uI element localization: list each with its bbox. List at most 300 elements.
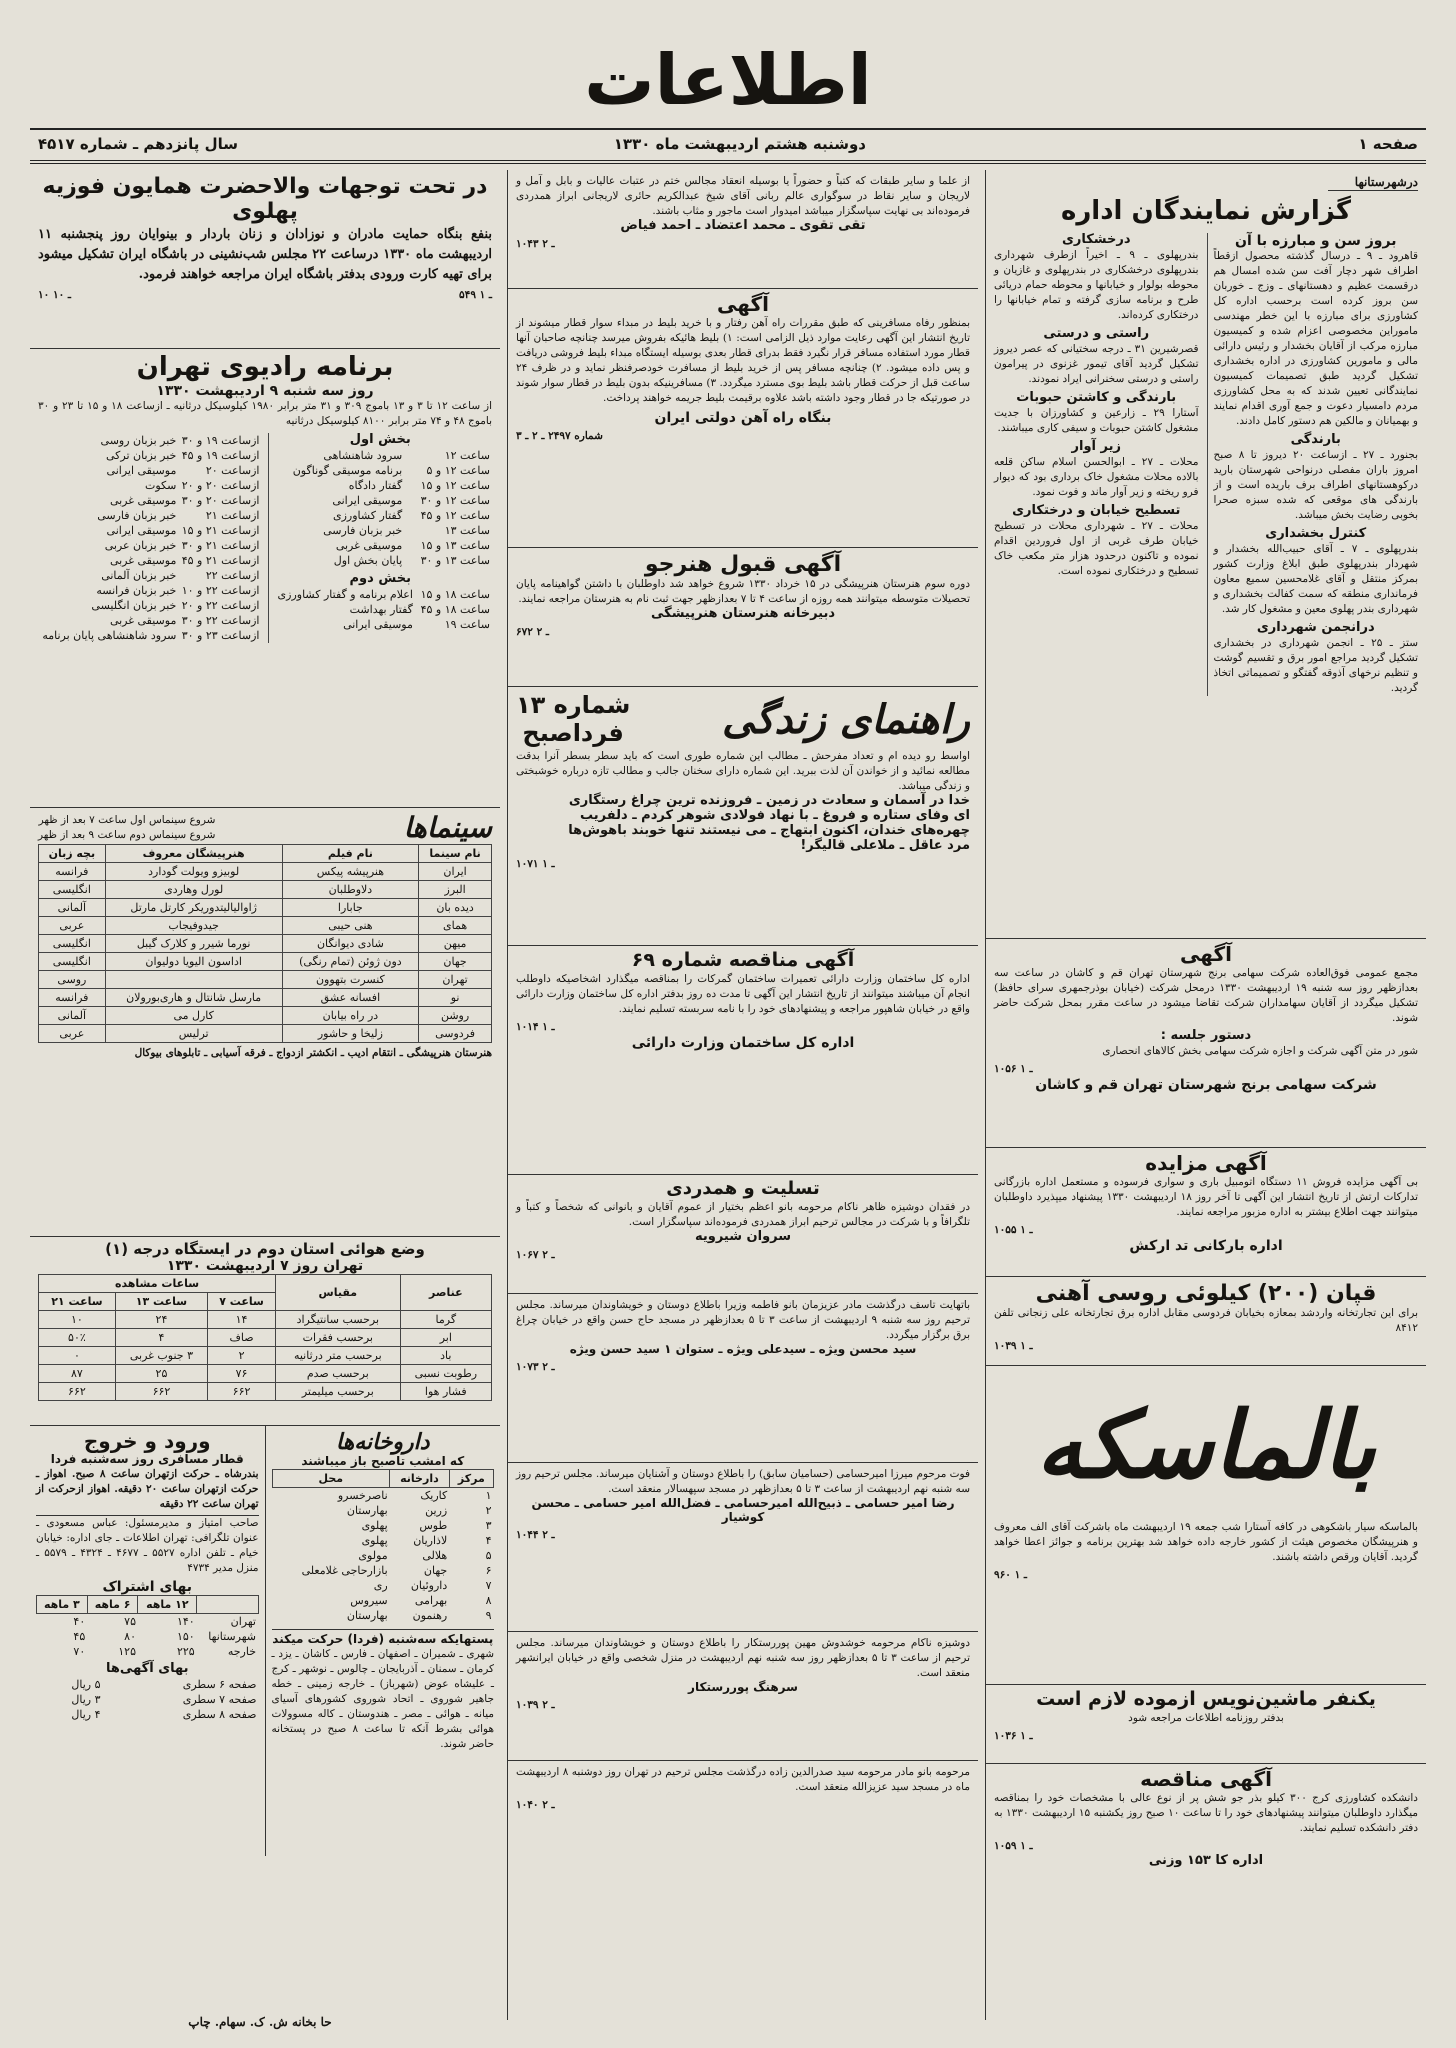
ad-text: اداره کل ساختمان وزارت دارائی تعمیرات ساختمان گمرکات را بمناقصه میگذارد اشخاصیکه داوطلب انجام آن میباشند میتوانند از تاریخ انتشار این آگهی تا مدت ده روز بدفتر اداره کل ساختمان وزارت دارائی واقع در خیابان شاهپور مراجعه و پیشنهادهای خود را با نامه سربسته تسلیم نمایند. xyxy=(516,972,970,1015)
cinema-cell: کنسرت بتهوون xyxy=(282,971,419,989)
radio-cell: برنامه موسیقی گوناگون xyxy=(292,463,403,477)
weather-cell: ۲ xyxy=(208,1347,276,1365)
radio-cell: خبر بزبان ترکی xyxy=(106,448,177,462)
subcolumn-right xyxy=(1207,233,1419,696)
ad-reference: ۱۰۵۶ ـ ۱ xyxy=(994,1062,1033,1075)
radio-cell: ازساعت ۲۱ xyxy=(205,508,260,522)
pharmacy-cell: ۴ xyxy=(485,1534,492,1548)
ad-subheading: دستور جلسه : xyxy=(1160,1028,1252,1043)
cinema-cell: لورل وهاردی xyxy=(105,881,282,899)
radio-cell: ساعت ۱۸ و ۱۵ xyxy=(420,587,490,601)
issue-label: شماره ۱۳ xyxy=(516,691,631,720)
table-row xyxy=(269,587,493,602)
table-row xyxy=(269,478,493,493)
cinema-cell: فرانسه xyxy=(39,863,106,881)
cinema-cell: تهران xyxy=(419,971,492,989)
weather-cell: برحسب فقرات xyxy=(276,1329,401,1347)
notice-text: دوشیزه ناکام مرحومه خوشدوش مهین پوررستکار را باطلاع دوستان و خویشاوندان میرساند. مجلس ترحیم از ساعت ۳ تا ۵ بعدازظهر روز سه شنبه نهم اردیبهشت در منزل شخصی واقع در خیابان ایرانشهر منعقد است. xyxy=(516,1637,970,1679)
notice-reference: ۵۴۹ ـ ۱ xyxy=(459,288,492,301)
cinema-cell: فرانسه xyxy=(39,989,106,1007)
subheading: درخشکاری xyxy=(1061,231,1131,247)
pharmacy-cell: ناصرخسرو xyxy=(337,1489,388,1503)
pharmacy-cell: بهارستان xyxy=(346,1504,388,1518)
table-row xyxy=(38,478,262,493)
travel-and-subscription xyxy=(30,1426,265,1856)
issue-number: سال پانزدهم ـ شماره ۴۵۱۷ xyxy=(38,135,239,153)
table-row xyxy=(39,971,492,989)
radio-cell: ازساعت ۲۰ و ۳۰ xyxy=(181,493,260,507)
ads-price-cell: ۳ ریال xyxy=(71,1692,101,1706)
radio-title: برنامه رادیوی تهران xyxy=(136,352,394,382)
subscription-cell: ۸۰ xyxy=(124,1629,136,1643)
ad-signature: اداره کل ساختمان وزارت دارائی xyxy=(631,1034,855,1051)
table-row xyxy=(272,1503,494,1518)
radio-cell: سکوت xyxy=(145,478,177,492)
weather-cell: برحسب سانتیگراد xyxy=(276,1311,401,1329)
life-guide-header xyxy=(516,691,970,749)
column-header: مرکز xyxy=(449,1470,493,1488)
ad-title: آگهی xyxy=(1180,942,1232,966)
column-header xyxy=(197,1595,258,1613)
weather-date: تهران روز ۷ اردیبهشت ۱۳۳۰ xyxy=(166,1258,364,1275)
subscription-title: بهای اشتراک xyxy=(102,1578,193,1595)
weather-cell: برحسب صدم xyxy=(276,1365,401,1383)
table-row xyxy=(38,613,262,628)
pharmacy-cell: بازارحاجی غلامعلی xyxy=(301,1564,388,1578)
table-row xyxy=(38,628,262,643)
two-subcolumns xyxy=(994,233,1418,696)
publisher-info: صاحب امتیاز و مدیرمسئول: عباس مسعودی ـ عنوان تلگرافی: تهران اطلاعات ـ جای اداره: خیابان خیام ـ تلفن اداره ۵۵۲۷ ـ ۴۶۷۷ ـ ۴۳۲۴ ـ ۵۵۷۹ ـ منزل مدیر ۴۷۳۴ xyxy=(36,1516,259,1574)
ads-price-cell: صفحه ۷ سطری xyxy=(182,1692,257,1706)
radio-cell: ازساعت ۲۱ و ۱۵ xyxy=(181,523,260,537)
radio-program xyxy=(30,349,500,808)
table-row xyxy=(39,1383,492,1401)
radio-cell: موسیقی غربی xyxy=(335,538,403,552)
weather-cell: ۶۶۲ xyxy=(39,1383,116,1401)
cinema-cell: آلمانی xyxy=(39,1007,106,1025)
notice-reference: ۱۰۳۹ ـ ۲ xyxy=(516,1698,555,1711)
radio-cell: پایان بخش اول xyxy=(333,553,403,567)
cinema-cell: هنرپیشه پیکس xyxy=(282,863,419,881)
ad-text: دانشکده کشاورزی کرج ۳۰۰ کیلو بذر جو شش پر از نوع عالی با مشخصات خود را بمناقصه میگذارد داوطلبان میتوانند پیشنهادهای خود را تا ساعت ۱۰ صبح روز یکشنبه ۱۵ اردیبهشت ۱۳۳۰ به دفتر دانشکده تسلیم نمایند. xyxy=(994,1792,1418,1834)
ad-title: آگهی قبول هنرجو xyxy=(644,552,842,577)
table-row xyxy=(39,989,492,1007)
table-row xyxy=(272,1488,494,1504)
weather-header: ساعت ۲۱ xyxy=(39,1293,116,1311)
pharmacy-cell: هلالی xyxy=(422,1549,448,1563)
notice-signature: سروان شیرویه xyxy=(694,1228,792,1244)
pharmacy-cell: ری xyxy=(373,1579,388,1593)
column-header: نام سینما xyxy=(419,845,492,863)
radio-cell: ساعت ۱۲ و ۳۰ xyxy=(420,493,490,507)
ad-line: ای وفای ستاره و فروغ ـ با نهاد فولادی شوهر کردم ـ دلفریب xyxy=(580,807,970,823)
pharmacy-cell: ۶ xyxy=(485,1564,492,1578)
construction-tender-ad xyxy=(508,946,978,1175)
article-text: قاهرود ـ ۹ ـ درسال گذشته محصول ازقطاً اطراف شهر دچار آفت سن شده امسال هم درقسمت عظیم و دهستانهای ـ وزج ـ خوربان سن بروز کرده است برحسب اداره کل کشاورزی برای مبارزه با این خطر مهندسی ماموراین مخصوصی اعزام شده و کمیسیون مبارزه مرکب از آقایان بخشدار و رئیس دارائی مالی و مامورین کشاورزی در اداره بخشداری تشکیل گردید طبق تصمیمات کمیسیون نمایندگانی تعیین شدند که به محل کشاورزی مردم دامسیار دعوت و جمع آوری اقدام نمایند و بهمیانان و مالکین هم دستور کامل دادند. xyxy=(1213,249,1418,427)
cinema-cell: میهن xyxy=(419,935,492,953)
radio-cell: ازساعت ۲۲ و ۱۰ xyxy=(181,583,260,597)
table-row xyxy=(39,1025,492,1043)
radio-cell: موسیقی غربی xyxy=(109,553,177,567)
pharmacy-cell: رهنمون xyxy=(412,1609,448,1623)
ad-title: آگهی xyxy=(717,292,769,316)
article-text: بندرپهلوی ـ ۷ ـ آقای حبیب‌الله بخشدار و شهردار بندرپهلوی طبق ابلاغ وزارت کشور بمرکز منتقل و آقای غلامحسین سمیع معاون فرمانداری منطقه که سمت کفالت بخشداری و شهرداری بندر پهلوی معین و مشغول کار شد. xyxy=(1213,542,1418,615)
table-row xyxy=(272,1563,494,1578)
cinema-cell: جابارا xyxy=(282,899,419,917)
ad-title: بالماسکه xyxy=(1035,1391,1377,1499)
subheading: کنترل بخشداری xyxy=(1265,525,1367,541)
travel-subtitle: قطار مسافری روز سه‌شنبه فردا xyxy=(50,1452,244,1466)
pharmacy-and-post xyxy=(265,1426,501,1856)
weather-cell: ۶۶۲ xyxy=(115,1383,207,1401)
notice-reference: ۱۰۷۳ ـ ۲ xyxy=(516,1360,555,1373)
section-headline: گزارش نمایندگان اداره xyxy=(1060,196,1352,226)
radio-cell: خبر بزبان آلمانی xyxy=(101,568,177,582)
ad-subtext: شور در متن آگهی شرکت و اجازه شرکت سهامی بخش کالاهای انحصاری xyxy=(1102,1044,1418,1057)
cinema-cell: نو xyxy=(419,989,492,1007)
weather-cell: گرما xyxy=(400,1311,491,1329)
article-text: آستارا ۲۹ ـ زارعین و کشاورزان با جدیت مشغول کاشتن حبوبات و سیفی کاری میباشند. xyxy=(994,406,1199,434)
weather-cell: ۴ xyxy=(115,1329,207,1347)
radio-cell: ساعت ۱۹ xyxy=(444,617,490,631)
masquerade-ad xyxy=(986,1366,1426,1685)
subscription-cell: خارجه xyxy=(227,1644,256,1658)
article-text: محلات ـ ۲۷ ـ شهرداری محلات در تسطیح خیابان طرف غربی از اول فروردین اقدام نموده و تاکنون درحدود هزار متر مکعب خاک تسطیح و درختکاری نموده است. xyxy=(994,519,1199,577)
radio-cell: خبر بزبان انگلیسی xyxy=(91,598,177,612)
condolence-notice xyxy=(508,1175,978,1294)
pharmacy-cell: بهارستان xyxy=(346,1609,388,1623)
ad-signature: دبیرخانه هنرستان هنرپیشگی xyxy=(650,606,836,622)
notice-title: تسلیت و همدردی xyxy=(666,1178,820,1199)
cinema-cell: لوبیزو ویولت گودارد xyxy=(105,863,282,881)
ad-reference: شماره ۲۴۹۷ ـ ۲ ـ ۳ xyxy=(516,430,603,443)
radio-cell: خبر بزبان فارسی xyxy=(323,523,403,537)
radio-cell: ازساعت ۲۰ و ۲۰ xyxy=(181,478,260,492)
table-row xyxy=(38,583,262,598)
weather-header: مقیاس xyxy=(276,1275,401,1311)
pharmacy-subtitle: که امشب تاصبح باز میباشند xyxy=(301,1454,465,1469)
cinemas-header xyxy=(38,812,492,844)
radio-cell: موسیقی ایرانی xyxy=(106,463,177,477)
notice-text: بنفع بنگاه حمایت مادران و نوزادان و زنان باردار و بینوایان روز پنجشنبه ۱۱ اردیبهشت ماه ۱۳۳۰ درساعت ۲۲ مجلس شب‌نشینی در باشگاه ایران تشکیل میشود برای تهیه کارت ورودی بدفتر باشگاه ایران مراجعه خواهند فرمود. xyxy=(38,226,492,282)
column-left xyxy=(30,170,500,2020)
radio-cell: ازساعت ۲۳ و ۳۰ xyxy=(181,628,260,642)
table-row xyxy=(269,538,493,553)
weather-title: وضع هوائی استان دوم در ایستگاه درجه (۱) xyxy=(105,1240,425,1258)
thanks-notice xyxy=(508,170,978,289)
typist-ad xyxy=(986,1685,1426,1764)
radio-cell: گفتار بهداشت xyxy=(349,602,413,616)
notice-title: در تحت توجهات والاحضرت همایون فوزیه پهلوی xyxy=(42,174,488,225)
table-row xyxy=(39,1365,492,1383)
table-row xyxy=(38,523,262,538)
cinema-cell: آلمانی xyxy=(39,899,106,917)
tender-ad xyxy=(986,1764,1426,1922)
weather-cell: ۱۴ xyxy=(208,1311,276,1329)
table-row xyxy=(36,1677,259,1692)
weather-cell: فشار هوا xyxy=(400,1383,491,1401)
table-row xyxy=(272,1593,494,1608)
cinema-cell: جهان xyxy=(419,953,492,971)
notice-reference: ۱۰ ـ ۱۰ xyxy=(38,288,71,301)
radio-cell: خبر بزبان فرانسه xyxy=(96,583,177,597)
cinema-cell: انگلیسی xyxy=(39,953,106,971)
table-row xyxy=(39,1007,492,1025)
notice-signature: رضا امیر حسامی ـ ذبیح‌الله امیرحسامی ـ فضل‌الله امیر حسامی ـ محسن کوشیار xyxy=(531,1496,955,1524)
table-row xyxy=(272,1578,494,1593)
table-row xyxy=(269,553,493,568)
radio-date: روز سه شنبه ۹ اردیبهشت ۱۳۳۰ xyxy=(156,382,374,399)
column-header: هنرپیشگان معروف xyxy=(105,845,282,863)
radio-cell: ازساعت ۱۹ و ۴۵ xyxy=(181,448,260,462)
column-header: دارخانه xyxy=(390,1470,450,1488)
ads-price-table xyxy=(36,1677,259,1722)
cinema-cell: دون ژوئن (تمام رنگی) xyxy=(282,953,419,971)
life-guide-ad xyxy=(508,687,978,946)
table-row xyxy=(39,917,492,935)
royal-gala-notice xyxy=(30,170,500,349)
radio-cell: ازساعت ۲۱ و ۴۵ xyxy=(181,553,260,567)
table-row xyxy=(37,1613,259,1629)
weather-cell: برحسب متر درثانیه xyxy=(276,1347,401,1365)
obituary-notice-3 xyxy=(508,1632,978,1761)
subscription-table xyxy=(36,1595,259,1659)
radio-cell: ازساعت ۲۰ xyxy=(205,463,260,477)
notice-refs xyxy=(38,285,492,303)
post-text: شهری ـ شمیران ـ اصفهان ـ فارس ـ کاشان ـ یزد ـ کرمان ـ سمنان ـ آذربایجان ـ چالوس ـ نوشهر ـ کرج ـ علیشاه عوض (شهرباز) ـ خارجه زمینی ـ خطه جاهیر شوروی ـ اتحاد شوروی کشورهای آسیای میانه ـ هوائی ـ مصر ـ هندوستان ـ کاله مسوولات هوائی بشرط آنکه تا ساعت ۸ صبح در پستخانه حاضر شوند. xyxy=(271,1647,494,1750)
obituary-notice-4 xyxy=(508,1761,978,1879)
radio-cell: ساعت ۱۲ xyxy=(444,448,490,462)
radio-cell: ساعت ۱۲ و ۴۵ xyxy=(420,508,490,522)
pharmacy-cell: ۲ xyxy=(485,1504,492,1518)
pharmacy-title: داروخانه‌ها xyxy=(335,1430,430,1455)
cinema-cell: زلیخا و حاشور xyxy=(282,1025,419,1043)
weather-cell: صاف xyxy=(208,1329,276,1347)
travel-title: ورود و خروج xyxy=(83,1429,211,1453)
ad-text: اواسط رو دیده ام و تعداد مفرحش ـ مطالب این شماره طوری است که باید سطر بسطر آنرا بدقت مطالعه نمائید و از خواندن آن لذت ببرید. این شماره دارای سخنان جالب و مطالب تازه درباره خوشبختی و زندگی میباشد. xyxy=(516,750,970,792)
printer-credit: حا بخانه ش. ک. سهام. چاپ xyxy=(188,2015,332,2029)
table-row xyxy=(38,508,262,523)
cinema-cell: دیده بان xyxy=(419,899,492,917)
ad-reference: ۱۰۵۵ ـ ۱ xyxy=(994,1224,1033,1236)
table-row xyxy=(38,568,262,583)
pharmacy-cell: جهان xyxy=(423,1564,448,1578)
weather-header: عناصر xyxy=(400,1275,491,1311)
subscription-cell: ۷۰ xyxy=(73,1644,86,1658)
subscription-cell: ۱۲۵ xyxy=(118,1644,136,1658)
article-text: ستز ـ ۲۵ ـ انجمن شهرداری در بخشداری تشکیل گردید مراجع امور برق و تقسیم گوشت و تنظیم نرخهای آذوقه گفتگو و تصمیماتی اتخاذ گردید. xyxy=(1213,636,1419,694)
provinces-section xyxy=(986,170,1426,939)
cinema-note: شروع سینماس دوم ساعت ۹ بعد از ظهر xyxy=(38,829,216,842)
radio-cell: ازساعت ۲۱ و ۳۰ xyxy=(181,538,260,552)
cinema-cell: مارسل شانتال و هاری‌بورولان xyxy=(105,989,282,1007)
weather-cell: باد xyxy=(400,1347,491,1365)
radio-cell: سرود شاهنشاهی پایان برنامه xyxy=(42,628,177,642)
weather-cell: ۵۰٪ xyxy=(39,1329,116,1347)
subscription-cell: تهران xyxy=(230,1614,256,1628)
subheading: درانجمن شهرداری xyxy=(1256,619,1375,635)
table-row xyxy=(269,617,493,632)
notice-signature: سرهنگ پوررستکار xyxy=(688,1680,798,1694)
radio-evening xyxy=(38,433,262,643)
column-header: ۳ ماهه xyxy=(37,1595,88,1613)
ad-text: مجمع عمومی فوق‌العاده شرکت سهامی برنج شهرستان تهران قم و کاشان در ساعت سه بعدازظهر روز سه شنبه ۱۹ اردیبهشت ۱۳۳۰ درمحل شرکت (خیابان بوذرجمهری سرای حافظ) تشکیل میگردد از آقایان سهامداران شرکت تقاضا میشود در ساعت مقرر بمحل شرکت حاضر شوند. xyxy=(994,967,1418,1024)
pharmacy-cell: سیروس xyxy=(350,1594,388,1608)
table-row xyxy=(39,863,492,881)
subcolumn-left xyxy=(994,233,1199,696)
cinema-cell: انگلیسی xyxy=(39,881,106,899)
table-row xyxy=(272,1608,494,1623)
radio-cell: موسیقی غربی xyxy=(109,613,177,627)
cinema-cell: نورما شیرر و کلارک گیبل xyxy=(105,935,282,953)
table-row xyxy=(39,1347,492,1365)
ads-price-cell: ۵ ریال xyxy=(71,1677,101,1691)
table-row xyxy=(39,953,492,971)
ad-title: قپان (۲۰۰) کیلوئی روسی آهنی xyxy=(1035,1281,1377,1306)
notice-reference: ۱۰۴۳ ـ ۲ xyxy=(516,237,555,250)
pharmacy-cell: زرین xyxy=(425,1504,448,1518)
pharmacy-cell: بهرامی xyxy=(414,1594,448,1608)
cinema-cell: اداسون الیویا دولیوان xyxy=(105,953,282,971)
pharmacy-cell: پهلوی xyxy=(361,1534,388,1548)
ads-price-title: بهای آگهی‌ها xyxy=(106,1660,189,1676)
ad-reference: ۶۷۲ ـ ۲ xyxy=(516,626,549,639)
radio-cell: سرود شاهنشاهی xyxy=(323,448,403,462)
pharmacy-cell: ۸ xyxy=(485,1594,492,1608)
radio-cell: گفتار دادگاه xyxy=(348,478,403,492)
radio-cell: ساعت ۱۳ xyxy=(444,523,490,537)
weather-cell: ۶۶۲ xyxy=(208,1383,276,1401)
cinema-cell: البرز xyxy=(419,881,492,899)
ads-price-cell: ۴ ریال xyxy=(71,1707,101,1721)
ad-reference: ۱۰۵۹ ـ ۱ xyxy=(994,1840,1033,1852)
release-label: فرداصبح xyxy=(522,719,624,747)
radio-part-heading: بخش دوم xyxy=(349,570,411,586)
cinemas-times xyxy=(38,813,215,843)
cinema-note: شروع سینماس اول ساعت ۷ بعد از ظهر xyxy=(38,814,216,827)
table-row xyxy=(36,1692,259,1707)
radio-cell: گفتار کشاورزی xyxy=(333,508,403,522)
table-row xyxy=(272,1548,494,1563)
ad-title: یکنفر ماشین‌نویس ازموده لازم است xyxy=(1036,1688,1376,1710)
column-right xyxy=(985,170,1426,2020)
pharmacy-cell: ۳ xyxy=(485,1519,492,1533)
ad-text: بمنظور رفاه مسافرینی که طبق مقررات راه آهن رفتار و با خرید بلیط در مبداء سوار قطار میشوند از تاریخ انتشار این آگهی رعایت موارد ذیل الزامی است: ۱) بلیط هائیکه بفروش میرسد چنانچه صاحبان آنها قطار مورد استفاده مسافر قرار نگیرد فقط بدرای قطار بعدی بوسیله ایستگاه مبداء بلیط فروشی دریافت و پس داده میشود. ۲) چنانچه مسافر پس از خرید بلیط از مسافرت خودصرفنظر نماید و در ظرف ۲۴ ساعت قبل از حرکت قطار باشد بلیط بوی مسترد میگردد. ۳) مسافرینیکه بدون بلیط در قطار سوار شوند در صورتیکه جا در قطار وجود داشته باشد علاوه برقیمت بلیط جریمه خواهند پرداخت. xyxy=(516,317,971,404)
radio-cell: موسیقی ایرانی xyxy=(343,617,413,631)
pharmacy-cell: ۹ xyxy=(485,1609,492,1623)
ad-text: بالماسکه سیار باشکوهی در کافه آستارا شب جمعه ۱۹ اردیبهشت ماه باشرکت آقای الف معروف و هنرپیشگان مخصوص هیئت از کشور خارجه داده خواهد شد بهترین برنامه و جوائز اعطا خواهد گردید. آقایان ورقص داشته باشند. xyxy=(994,1521,1418,1563)
scale-ad xyxy=(986,1277,1426,1366)
radio-cell: ازساعت ۲۲ و ۲۰ xyxy=(181,598,260,612)
radio-part1-table xyxy=(269,448,493,568)
table-row xyxy=(36,1707,259,1722)
weather-cell: ۷۶ xyxy=(208,1365,276,1383)
cinema-cell: ژاوالیالیتدوریکر کارتل مارتل xyxy=(105,899,282,917)
radio-cell: ازساعت ۲۲ xyxy=(205,568,260,582)
life-guide-meta xyxy=(516,692,630,747)
column-middle xyxy=(507,170,978,2020)
article-text: بندرپهلوی ـ ۹ ـ اخیراً ازطرف شهرداری بندرپهلوی درخشکاری در بندرپهلوی و غازیان و محوطه بولوار و خیابانها و محوطه حمام دریائی طرح و برنامه سازی گرفته و تمام خیابانها را درختکاری کرده‌اند. xyxy=(994,248,1199,321)
pharmacy-cell: ۷ xyxy=(485,1579,492,1593)
ad-title: راهنمای زندگی xyxy=(722,696,970,743)
ad-title: آگهی مناقصه xyxy=(1140,1767,1272,1791)
table-row xyxy=(38,463,262,478)
table-row xyxy=(39,935,492,953)
column-header: ۶ ماهه xyxy=(87,1595,138,1613)
bottom-split xyxy=(30,1426,500,1856)
notice-text: در فقدان دوشیزه ظاهر ناکام مرحومه بانو اعظم بختیار از عموم آقایان و بانوانی که شخصاً و کتباً و تلگرافاً و با شرکت در مجالس ترحیم ابراز همدردی فرموده‌اند سپاسگزار است. xyxy=(516,1200,970,1228)
notice-text: باتهایت تاسف درگذشت مادر عزیزمان بانو فاطمه وزیرا باطلاع دوستان و خویشاوندان میرساند. مجلس ترحیم روز سه شنبه ۹ اردیبهشت از ساعت ۳ تا ۵ بعدازظهر در مسجد حاج حسن واقع در خیابان چراغ برق برگزار میگردد. xyxy=(516,1299,970,1341)
radio-intro: از ساعت ۱۲ تا ۳ و ۱۳ باموج ۳۰۹ و ۳۱ متر برابر ۱۹۸۰ کیلوسیکل درثانیه ـ ازساعت ۱۸ و ۱۵ تا ۲۳ و ۳۰ باموج ۴۸ و ۷۴ متر برابر ۸۱۰۰ کیلوسیکل درثانیه xyxy=(38,399,492,427)
table-row xyxy=(38,598,262,613)
cinema-cell: همای xyxy=(419,917,492,935)
table-row xyxy=(38,553,262,568)
pharmacy-cell: پهلوی xyxy=(361,1519,388,1533)
masthead xyxy=(0,0,1456,130)
table-row xyxy=(38,448,262,463)
subheading: تسطیح خیابان و درختکاری xyxy=(1012,502,1181,518)
weather-header: ساعت ۱۳ xyxy=(115,1293,207,1311)
radio-cell: موسیقی ایرانی xyxy=(332,493,403,507)
ad-title: آگهی مزایده xyxy=(1145,1151,1267,1175)
ad-text: دوره سوم هنرستان هنرپیشگی در ۱۵ خرداد ۱۳۳۰ شروع خواهد شد داوطلبان با داشتن گواهینامه پایان تحصیلات متوسطه میتوانند همه روزه از ساعت ۴ تا ۷ بعدازظهر جهت ثبت نام به هنرستان مراجعه نمایند. xyxy=(516,578,970,606)
weather-cell: ۲۵ xyxy=(115,1365,207,1383)
subscription-cell: ۴۰ xyxy=(73,1614,86,1628)
radio-cell: موسیقی غربی xyxy=(109,493,177,507)
column-header: ۱۲ ماهه xyxy=(138,1595,197,1613)
cinema-cell: در راه بیابان xyxy=(282,1007,419,1025)
table-row xyxy=(38,493,262,508)
cinema-cell: فردوسی xyxy=(419,1025,492,1043)
ad-reference: ۱۰۳۶ ـ ۱ xyxy=(994,1729,1033,1742)
subheading: راستی و درستی xyxy=(1043,325,1150,341)
ads-price-cell: صفحه ۶ سطری xyxy=(182,1677,257,1691)
newspaper-title: اطلاعات xyxy=(584,39,872,121)
radio-cell: اعلام برنامه و گفتار کشاورزی xyxy=(277,587,413,601)
weather-cell: ۱۰ xyxy=(39,1311,116,1329)
column-header: محل xyxy=(272,1470,390,1488)
subheading: زیر آوار xyxy=(1071,438,1121,454)
subscription-cell: ۷۵ xyxy=(124,1614,136,1628)
radio-parts xyxy=(268,433,493,643)
ad-signature: اداره بارکانی تد ارکش xyxy=(1129,1238,1283,1254)
ad-reference: ۹۶۰ ـ ۱ xyxy=(994,1569,1027,1581)
cinema-cell: ایران xyxy=(419,863,492,881)
cinemas-section xyxy=(30,808,500,1237)
notice-signature: تقی تقوی ـ محمد اعتضاد ـ احمد فیاض xyxy=(620,218,866,233)
subscription-cell: شهرستانها xyxy=(208,1629,256,1643)
weather-cell: ۲۴ xyxy=(115,1311,207,1329)
auction-ad xyxy=(986,1148,1426,1277)
pharmacy-cell: لاذاریان xyxy=(413,1534,448,1548)
article-text: محلات ـ ۲۷ ـ ابوالحسن اسلام ساکن قلعه بالاده محلات مشغول خاک برداری بود که دیوار فرو ریخته و زیر آوار ماند و فوت نمود. xyxy=(994,455,1199,498)
cinemas-title: سینماها xyxy=(403,811,492,844)
weather-cell: برحسب میلیمتر xyxy=(276,1383,401,1401)
table-row xyxy=(269,508,493,523)
radio-schedule xyxy=(38,433,492,643)
obituary-notice-2 xyxy=(508,1463,978,1632)
weather-table xyxy=(38,1274,492,1401)
radio-cell: ساعت ۱۳ و ۳۰ xyxy=(420,553,490,567)
weather-cell: ابر xyxy=(400,1329,491,1347)
radio-part-heading: بخش اول xyxy=(349,431,411,447)
weather-section xyxy=(30,1237,500,1426)
ad-reference: ۱۰۷۱ ـ ۱ xyxy=(516,857,555,870)
article-text: بجنورد ـ ۲۷ ـ ازساعت ۲۰ دیروز تا ۸ صبح امروز باران مفصلی درنواحی شهرستان بارید درکوهستانهای اطراف برف باریده است و از بارندگی های موقعی که شده سبزه صحرا بخوبی رضایت بخش میباشد. xyxy=(1213,448,1419,521)
subscription-cell: ۱۵۰ xyxy=(176,1629,195,1643)
cinema-cell xyxy=(105,971,282,989)
cinema-cell: هنی حیبی xyxy=(282,917,419,935)
